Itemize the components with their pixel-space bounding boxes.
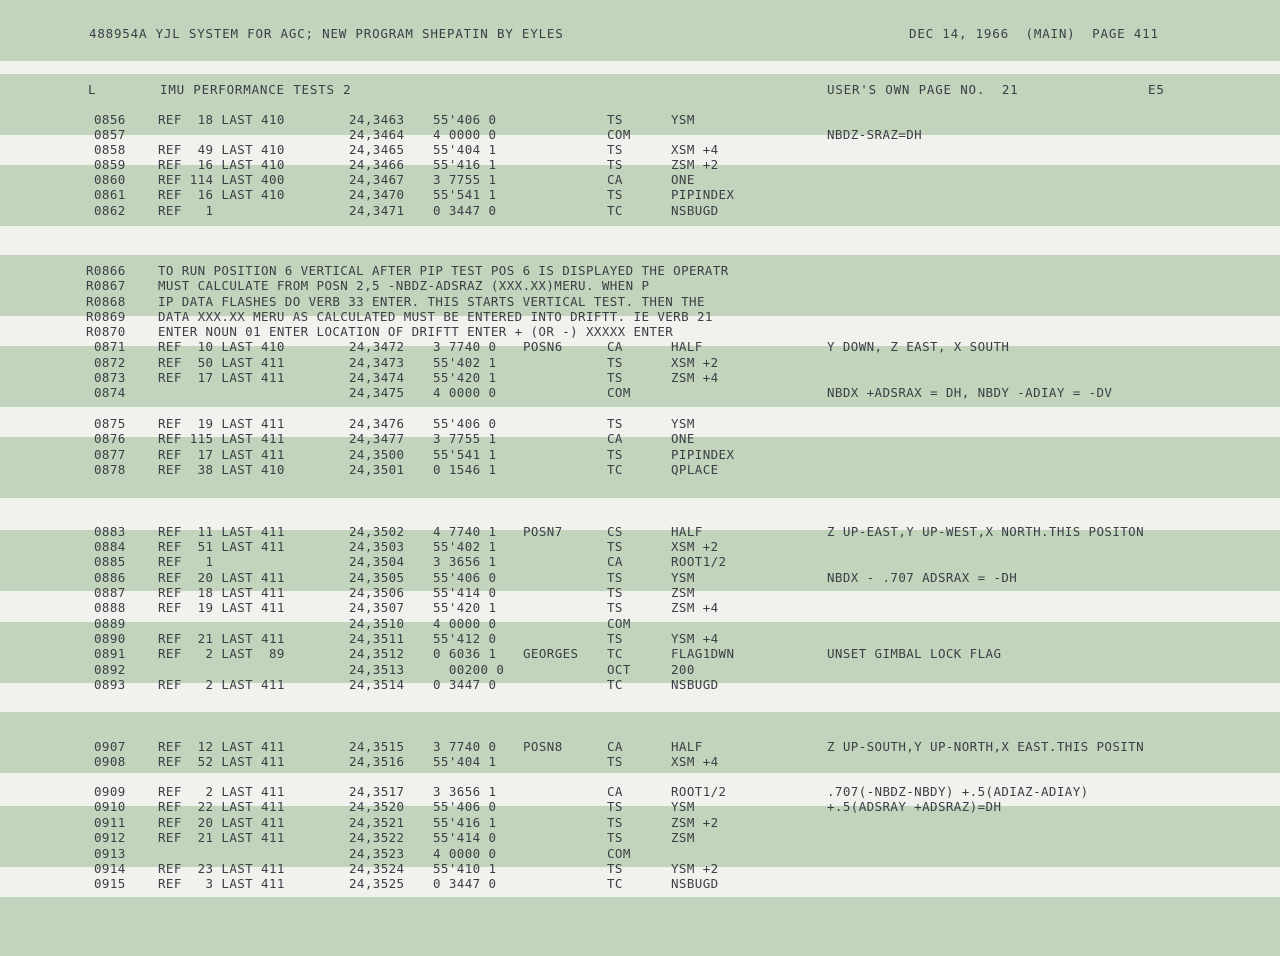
line-number: 0914: [94, 861, 126, 876]
address: 24,3512: [349, 646, 405, 661]
line-number: 0871: [94, 339, 126, 354]
octal-word: 55'412 0: [433, 631, 497, 646]
ref-column: REF 22 LAST 411: [158, 799, 285, 814]
opcode: TC: [607, 462, 623, 477]
ref-column: REF 19 LAST 411: [158, 416, 285, 431]
ref-column: REF 1: [158, 554, 214, 569]
address: 24,3477: [349, 431, 405, 446]
ref-column: REF 21 LAST 411: [158, 830, 285, 845]
line-number: 0876: [94, 431, 126, 446]
ref-column: REF 23 LAST 411: [158, 861, 285, 876]
opcode: COM: [607, 846, 631, 861]
address: 24,3523: [349, 846, 405, 861]
operand: ROOT1/2: [671, 554, 727, 569]
address: 24,3505: [349, 570, 405, 585]
ref-column: REF 16 LAST 410: [158, 157, 285, 172]
line-number: 0892: [94, 662, 126, 677]
address: 24,3521: [349, 815, 405, 830]
opcode: CA: [607, 554, 623, 569]
operand: ZSM: [671, 830, 695, 845]
octal-word: 55'414 0: [433, 585, 497, 600]
ref-column: REF 18 LAST 411: [158, 585, 285, 600]
line-number: 0911: [94, 815, 126, 830]
octal-word: 4 0000 0: [433, 846, 497, 861]
comment: Z UP-SOUTH,Y UP-NORTH,X EAST.THIS POSITN: [827, 739, 1145, 754]
opcode: TS: [607, 631, 623, 646]
comment: NBDX +ADSRAX = DH, NBDY -ADIAY = -DV: [827, 385, 1113, 400]
line-number: 0888: [94, 600, 126, 615]
label-tag: POSN6: [523, 339, 563, 354]
octal-word: 55'406 0: [433, 112, 497, 127]
octal-word: 55'416 1: [433, 815, 497, 830]
log-section-title: IMU PERFORMANCE TESTS 2: [160, 82, 352, 97]
address: 24,3525: [349, 876, 405, 891]
octal-word: 0 3447 0: [433, 677, 497, 692]
opcode: TS: [607, 600, 623, 615]
address: 24,3517: [349, 784, 405, 799]
opcode: TS: [607, 187, 623, 202]
line-number: 0885: [94, 554, 126, 569]
operand: XSM +2: [671, 539, 719, 554]
octal-word: 0 3447 0: [433, 203, 497, 218]
remark-text: DATA XXX.XX MERU AS CALCULATED MUST BE ENTERED INTO DRIFTT. IE VERB 21: [158, 309, 713, 324]
address: 24,3503: [349, 539, 405, 554]
comment: UNSET GIMBAL LOCK FLAG: [827, 646, 1002, 661]
octal-word: 55'420 1: [433, 370, 497, 385]
octal-word: 3 7740 0: [433, 339, 497, 354]
label-tag: POSN8: [523, 739, 563, 754]
octal-word: 55'414 0: [433, 830, 497, 845]
address: 24,3467: [349, 172, 405, 187]
address: 24,3520: [349, 799, 405, 814]
operand: PIPINDEX: [671, 187, 735, 202]
remark-text: MUST CALCULATE FROM POSN 2,5 -NBDZ-ADSRAZ (XXX.XX)MERU. WHEN P: [158, 278, 650, 293]
line-number: 0877: [94, 447, 126, 462]
line-number: 0859: [94, 157, 126, 172]
address: 24,3516: [349, 754, 405, 769]
octal-word: 0 1546 1: [433, 462, 497, 477]
opcode: TS: [607, 355, 623, 370]
octal-word: 55'541 1: [433, 447, 497, 462]
line-number: 0910: [94, 799, 126, 814]
page-code: E5: [1148, 82, 1165, 97]
ref-column: REF 50 LAST 411: [158, 355, 285, 370]
line-number: 0883: [94, 524, 126, 539]
octal-word: 55'406 0: [433, 799, 497, 814]
line-number: R0868: [86, 294, 126, 309]
line-number: 0861: [94, 187, 126, 202]
opcode: TS: [607, 815, 623, 830]
address: 24,3465: [349, 142, 405, 157]
opcode: TS: [607, 830, 623, 845]
address: 24,3504: [349, 554, 405, 569]
ref-column: REF 52 LAST 411: [158, 754, 285, 769]
comment: NBDX - .707 ADSRAX = -DH: [827, 570, 1018, 585]
octal-word: 55'404 1: [433, 754, 497, 769]
operand: HALF: [671, 524, 703, 539]
ref-column: REF 114 LAST 400: [158, 172, 285, 187]
line-number: 0889: [94, 616, 126, 631]
opcode: CA: [607, 431, 623, 446]
octal-word: 3 7740 0: [433, 739, 497, 754]
ref-column: REF 49 LAST 410: [158, 142, 285, 157]
operand: ZSM +4: [671, 600, 719, 615]
address: 24,3471: [349, 203, 405, 218]
line-number: 0891: [94, 646, 126, 661]
users-page-number: USER'S OWN PAGE NO. 21: [827, 82, 1019, 97]
operand: YSM: [671, 570, 695, 585]
operand: 200: [671, 662, 695, 677]
comment: Z UP-EAST,Y UP-WEST,X NORTH.THIS POSITON: [827, 524, 1145, 539]
line-number: R0866: [86, 263, 126, 278]
line-number: 0909: [94, 784, 126, 799]
opcode: TS: [607, 112, 623, 127]
operand: ROOT1/2: [671, 784, 727, 799]
operand: XSM +4: [671, 142, 719, 157]
ref-column: REF 21 LAST 411: [158, 631, 285, 646]
ref-column: REF 17 LAST 411: [158, 447, 285, 462]
ref-column: REF 20 LAST 411: [158, 815, 285, 830]
address: 24,3510: [349, 616, 405, 631]
address: 24,3511: [349, 631, 405, 646]
ref-column: REF 115 LAST 411: [158, 431, 285, 446]
address: 24,3501: [349, 462, 405, 477]
line-number: 0886: [94, 570, 126, 585]
opcode: TC: [607, 646, 623, 661]
octal-word: 3 3656 1: [433, 554, 497, 569]
address: 24,3507: [349, 600, 405, 615]
ref-column: REF 18 LAST 410: [158, 112, 285, 127]
label-tag: GEORGES: [523, 646, 579, 661]
operand: ZSM: [671, 585, 695, 600]
opcode: COM: [607, 127, 631, 142]
opcode: CA: [607, 784, 623, 799]
opcode: TS: [607, 157, 623, 172]
operand: YSM: [671, 112, 695, 127]
octal-word: 4 0000 0: [433, 616, 497, 631]
line-number: 0862: [94, 203, 126, 218]
octal-word: 55'420 1: [433, 600, 497, 615]
opcode: TS: [607, 754, 623, 769]
line-number: 0884: [94, 539, 126, 554]
line-number: R0869: [86, 309, 126, 324]
line-number: R0867: [86, 278, 126, 293]
opcode: CA: [607, 739, 623, 754]
operand: PIPINDEX: [671, 447, 735, 462]
octal-word: 0 3447 0: [433, 876, 497, 891]
address: 24,3514: [349, 677, 405, 692]
line-number: 0857: [94, 127, 126, 142]
ref-column: REF 2 LAST 89: [158, 646, 285, 661]
page-header-date: DEC 14, 1966 (MAIN) PAGE 411: [909, 26, 1159, 41]
remark-text: IP DATA FLASHES DO VERB 33 ENTER. THIS STARTS VERTICAL TEST. THEN THE: [158, 294, 705, 309]
ref-column: REF 12 LAST 411: [158, 739, 285, 754]
line-number: 0915: [94, 876, 126, 891]
remark-text: ENTER NOUN 01 ENTER LOCATION OF DRIFTT ENTER + (OR -) XXXXX ENTER: [158, 324, 674, 339]
ref-column: REF 16 LAST 410: [158, 187, 285, 202]
operand: ONE: [671, 431, 695, 446]
octal-word: 55'416 1: [433, 157, 497, 172]
line-number: 0913: [94, 846, 126, 861]
remark-text: TO RUN POSITION 6 VERTICAL AFTER PIP TEST POS 6 IS DISPLAYED THE OPERATR: [158, 263, 729, 278]
address: 24,3476: [349, 416, 405, 431]
opcode: TS: [607, 570, 623, 585]
line-number: 0878: [94, 462, 126, 477]
line-number: R0870: [86, 324, 126, 339]
octal-word: 55'410 1: [433, 861, 497, 876]
octal-word: 0 6036 1: [433, 646, 497, 661]
line-number: 0860: [94, 172, 126, 187]
address: 24,3464: [349, 127, 405, 142]
opcode: TC: [607, 876, 623, 891]
operand: HALF: [671, 739, 703, 754]
operand: ZSM +4: [671, 370, 719, 385]
address: 24,3470: [349, 187, 405, 202]
line-number: 0874: [94, 385, 126, 400]
octal-word: 4 0000 0: [433, 127, 497, 142]
address: 24,3502: [349, 524, 405, 539]
line-number: 0907: [94, 739, 126, 754]
line-number: 0873: [94, 370, 126, 385]
opcode: TC: [607, 677, 623, 692]
octal-word: 3 7755 1: [433, 172, 497, 187]
opcode: TS: [607, 799, 623, 814]
opcode: TS: [607, 861, 623, 876]
operand: XSM +2: [671, 355, 719, 370]
address: 24,3473: [349, 355, 405, 370]
octal-word: 4 0000 0: [433, 385, 497, 400]
ref-column: REF 1: [158, 203, 214, 218]
line-number: 0893: [94, 677, 126, 692]
opcode: TS: [607, 370, 623, 385]
octal-word: 55'406 0: [433, 416, 497, 431]
opcode: CA: [607, 339, 623, 354]
line-number: 0856: [94, 112, 126, 127]
ref-column: REF 2 LAST 411: [158, 784, 285, 799]
operand: ZSM +2: [671, 157, 719, 172]
octal-word: 3 7755 1: [433, 431, 497, 446]
octal-word: 55'404 1: [433, 142, 497, 157]
ref-column: REF 2 LAST 411: [158, 677, 285, 692]
ref-column: REF 3 LAST 411: [158, 876, 285, 891]
opcode: CS: [607, 524, 623, 539]
opcode: COM: [607, 385, 631, 400]
opcode: OCT: [607, 662, 631, 677]
operand: YSM +2: [671, 861, 719, 876]
octal-word: 00200 0: [433, 662, 505, 677]
operand: YSM +4: [671, 631, 719, 646]
address: 24,3475: [349, 385, 405, 400]
operand: YSM: [671, 799, 695, 814]
ref-column: REF 11 LAST 411: [158, 524, 285, 539]
opcode: TS: [607, 447, 623, 462]
opcode: CA: [607, 172, 623, 187]
line-number: 0858: [94, 142, 126, 157]
ref-column: REF 19 LAST 411: [158, 600, 285, 615]
octal-word: 3 3656 1: [433, 784, 497, 799]
ref-column: REF 17 LAST 411: [158, 370, 285, 385]
operand: FLAG1DWN: [671, 646, 735, 661]
operand: ZSM +2: [671, 815, 719, 830]
operand: YSM: [671, 416, 695, 431]
opcode: TS: [607, 416, 623, 431]
line-number: 0887: [94, 585, 126, 600]
octal-word: 55'406 0: [433, 570, 497, 585]
comment: .707(-NBDZ-NBDY) +.5(ADIAZ-ADIAY): [827, 784, 1089, 799]
line-number: 0912: [94, 830, 126, 845]
address: 24,3522: [349, 830, 405, 845]
comment: NBDZ-SRAZ=DH: [827, 127, 923, 142]
operand: XSM +4: [671, 754, 719, 769]
line-number: 0872: [94, 355, 126, 370]
opcode: TC: [607, 203, 623, 218]
address: 24,3524: [349, 861, 405, 876]
ref-column: REF 10 LAST 410: [158, 339, 285, 354]
line-number: 0908: [94, 754, 126, 769]
ref-column: REF 20 LAST 411: [158, 570, 285, 585]
address: 24,3463: [349, 112, 405, 127]
octal-word: 55'402 1: [433, 355, 497, 370]
label-tag: POSN7: [523, 524, 563, 539]
operand: QPLACE: [671, 462, 719, 477]
comment: Y DOWN, Z EAST, X SOUTH: [827, 339, 1010, 354]
ref-column: REF 51 LAST 411: [158, 539, 285, 554]
page-header-title: 488954A YJL SYSTEM FOR AGC; NEW PROGRAM SHEPATIN BY EYLES: [89, 26, 564, 41]
octal-word: 55'541 1: [433, 187, 497, 202]
address: 24,3506: [349, 585, 405, 600]
address: 24,3466: [349, 157, 405, 172]
operand: NSBUGD: [671, 677, 719, 692]
opcode: TS: [607, 142, 623, 157]
opcode: COM: [607, 616, 631, 631]
address: 24,3474: [349, 370, 405, 385]
address: 24,3515: [349, 739, 405, 754]
log-section-letter: L: [88, 82, 97, 97]
ref-column: REF 38 LAST 410: [158, 462, 285, 477]
octal-word: 55'402 1: [433, 539, 497, 554]
address: 24,3500: [349, 447, 405, 462]
address: 24,3513: [349, 662, 405, 677]
operand: NSBUGD: [671, 876, 719, 891]
operand: HALF: [671, 339, 703, 354]
operand: NSBUGD: [671, 203, 719, 218]
line-number: 0875: [94, 416, 126, 431]
line-number: 0890: [94, 631, 126, 646]
opcode: TS: [607, 585, 623, 600]
octal-word: 4 7740 1: [433, 524, 497, 539]
operand: ONE: [671, 172, 695, 187]
comment: +.5(ADSRAY +ADSRAZ)=DH: [827, 799, 1002, 814]
address: 24,3472: [349, 339, 405, 354]
opcode: TS: [607, 539, 623, 554]
